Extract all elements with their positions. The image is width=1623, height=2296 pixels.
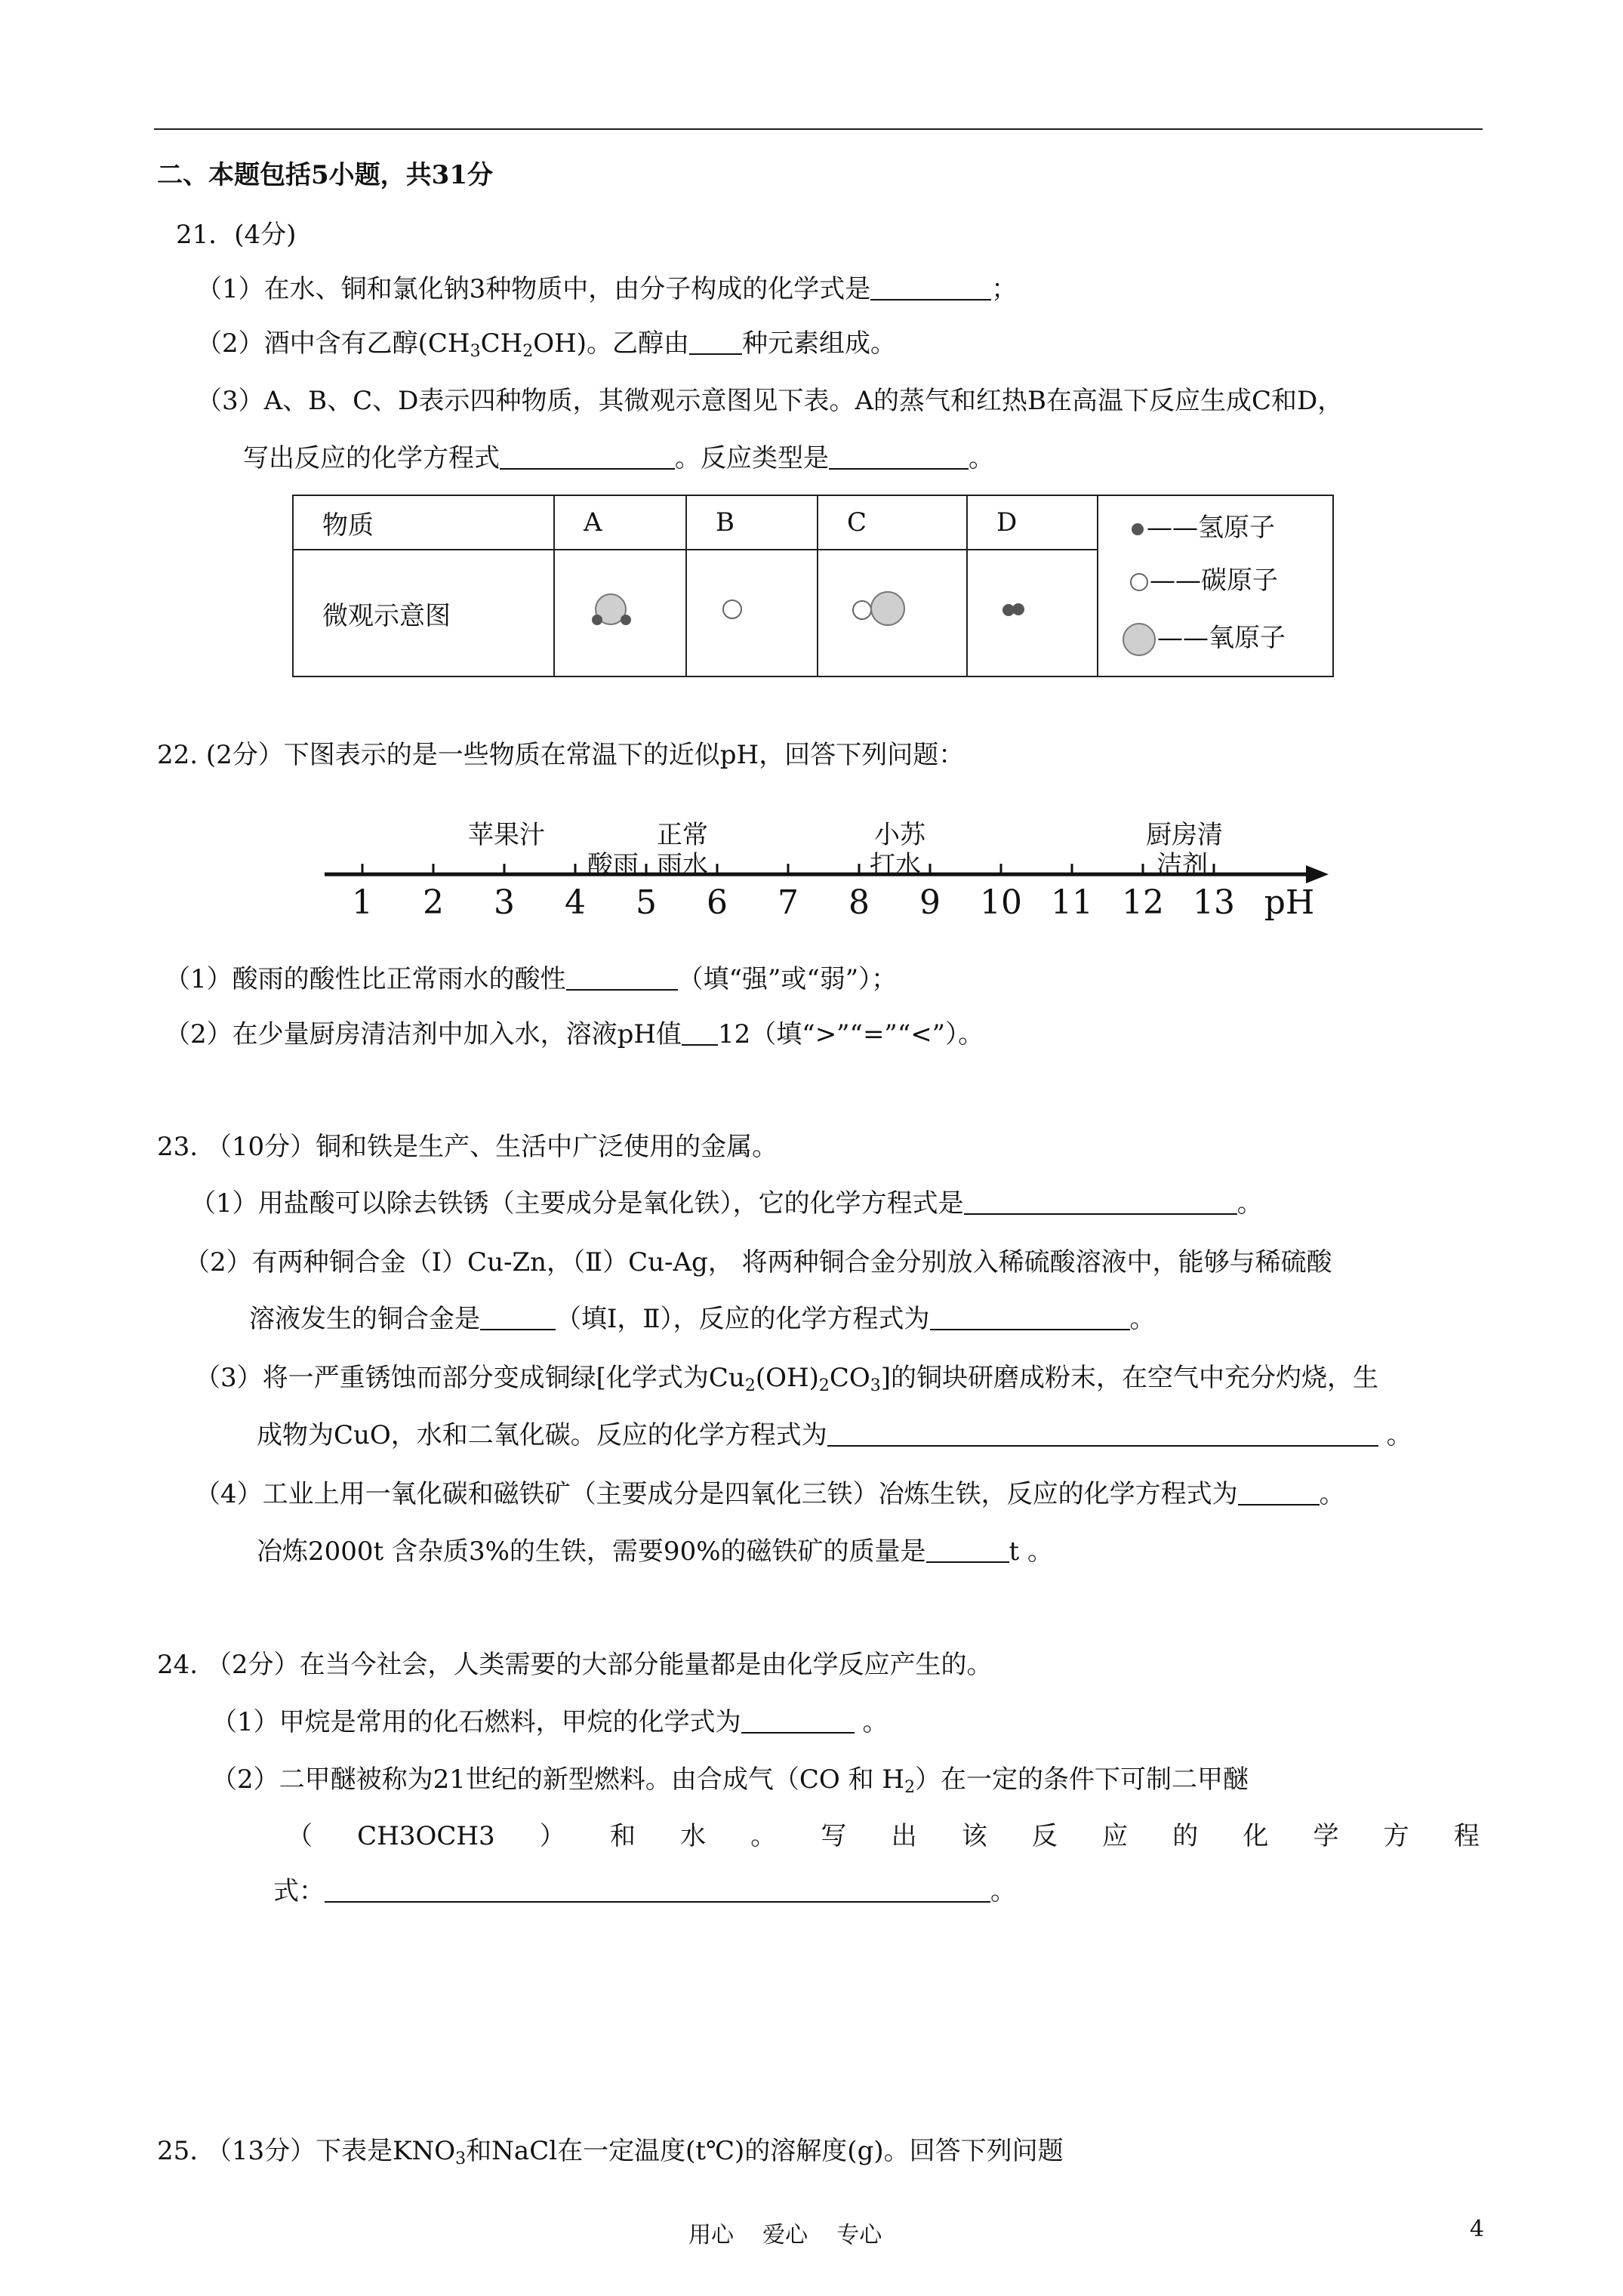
answer-blank[interactable] xyxy=(500,445,675,470)
molecule-b-cell xyxy=(686,550,818,676)
tick-12: 12 xyxy=(1122,883,1164,922)
molecule-c-cell xyxy=(818,550,967,676)
tick-1: 1 xyxy=(352,883,373,922)
q23-part4-line2: 冶炼2000t 含杂质3%的生铁，需要90%的磁铁矿的质量是 t 。 xyxy=(257,1536,1053,1567)
table-col-header: A xyxy=(554,495,686,550)
answer-blank[interactable] xyxy=(689,331,742,355)
answer-blank[interactable] xyxy=(480,1306,556,1330)
tick-7: 7 xyxy=(778,883,799,922)
q25-title: 25. （13分）下表是$KNO_3$和NaCl在一定温度(t℃)的溶解度(g)。回答下列问题 xyxy=(157,2136,1064,2168)
table-col-header: C xyxy=(818,495,967,550)
answer-blank[interactable] xyxy=(325,1878,990,1903)
answer-blank[interactable] xyxy=(829,445,969,470)
q24-title: 24. （2分）在当今社会，人类需要的大部分能量都是由化学反应产生的。 xyxy=(157,1650,993,1680)
table-col-header: D xyxy=(967,495,1098,550)
footer-motto: 用心 爱心 专心 xyxy=(688,2222,882,2248)
label-normal-rain-1: 正常 xyxy=(657,820,708,850)
table-row-label: 微观示意图 xyxy=(293,550,554,676)
q23-part3-line2: 成物为CuO，水和二氧化碳。反应的化学方程式为 。 xyxy=(257,1420,1412,1450)
q23-title: 23. （10分）铜和铁是生产、生活中广泛使用的金属。 xyxy=(157,1132,778,1162)
q22-part2: （2）在少量厨房清洁剂中加入水，溶液pH值 12（填“>”“=”“<”）。 xyxy=(165,1019,984,1049)
hydrogen-atom-icon xyxy=(1129,520,1147,538)
carbon-atom-icon xyxy=(716,591,753,629)
answer-blank[interactable] xyxy=(566,966,678,991)
q24-part2-line1: （2）二甲醚被称为21世纪的新型燃料。由合成气（CO 和 $H_2$）在一定的条件下可制二甲醚 xyxy=(211,1764,1249,1797)
label-normal-rain-2: 雨水 xyxy=(657,850,708,880)
q23-part3-line1: （3）将一严重锈蚀而部分变成铜绿[化学式为$Cu_2(OH)_2CO_3$]的铜块研磨成粉末，在空气中充分灼烧，生 xyxy=(195,1363,1379,1395)
answer-blank[interactable] xyxy=(741,1709,855,1734)
tick-2: 2 xyxy=(423,883,444,922)
q22-part1: （1）酸雨的酸性比正常雨水的酸性 （填“强”或“弱”）； xyxy=(165,964,898,994)
tick-6: 6 xyxy=(707,883,728,922)
table-col-header: B xyxy=(686,495,818,550)
answer-blank[interactable] xyxy=(964,1191,1237,1215)
section-header: 二、本题包括5小题，共31分 xyxy=(157,160,493,190)
tick-3: 3 xyxy=(494,883,515,922)
hydrogen-molecule-icon xyxy=(996,595,1034,625)
tick-9: 9 xyxy=(919,883,941,922)
label-apple-juice: 苹果汁 xyxy=(468,820,545,850)
ph-unit-label: pH xyxy=(1264,883,1315,922)
answer-blank[interactable] xyxy=(926,1539,1009,1563)
answer-blank[interactable] xyxy=(870,276,991,300)
legend-carbon: ——碳原子 xyxy=(1129,559,1278,596)
q24-part2-line2: （ CH3OCH3 ） 和 水 。 写 出 该 反 应 的 化 学 方 程 xyxy=(287,1821,1480,1851)
water-molecule-icon xyxy=(584,584,644,636)
label-cleaner-1: 厨房清 xyxy=(1146,820,1223,850)
q21-part3-line2: 写出反应的化学方程式 。反应类型是 。 xyxy=(243,443,994,473)
q22-title: 22. (2分）下图表示的是一些物质在常温下的近似pH，回答下列问题： xyxy=(157,740,965,770)
q21-title: 21．(4分) xyxy=(176,220,297,250)
atom-legend xyxy=(1098,495,1333,676)
answer-blank[interactable] xyxy=(827,1422,1378,1447)
tick-13: 13 xyxy=(1193,883,1235,922)
legend-oxygen: ——氧原子 xyxy=(1121,617,1286,658)
q21-part3-line1: （3）A、B、C、D表示四种物质，其微观示意图见下表。A的蒸气和红热B在高温下反应生成C和D， xyxy=(196,386,1344,416)
page-number: 4 xyxy=(1470,2216,1485,2242)
q21-part2: （2）酒中含有乙醇$(CH_3CH_2OH)$。乙醇由 种元素组成。 xyxy=(196,328,897,361)
tick-8: 8 xyxy=(848,883,870,922)
legend-hydrogen: ——氢原子 xyxy=(1129,507,1275,544)
carbon-atom-icon xyxy=(1129,572,1150,593)
answer-blank[interactable] xyxy=(1238,1481,1320,1505)
label-cleaner-2: 洁剂 xyxy=(1156,850,1208,880)
ph-axis-arrow xyxy=(1306,865,1329,883)
tick-10: 10 xyxy=(980,883,1022,922)
q23-part1: （1）用盐酸可以除去铁锈（主要成分是氧化铁），它的化学方程式是 。 xyxy=(190,1188,1263,1219)
table-row-label: 物质 xyxy=(293,495,554,550)
micro-diagram-table xyxy=(292,495,1334,677)
label-soda-2: 打水 xyxy=(870,850,921,880)
q23-part2-line1: （2）有两种铜合金（Ⅰ）Cu-Zn，（Ⅱ）Cu-Ag， 将两种铜合金分别放入稀硫酸溶液中，能够与稀硫酸 xyxy=(184,1247,1332,1277)
carbon-monoxide-molecule-icon xyxy=(847,587,922,633)
molecule-d-cell xyxy=(967,550,1098,676)
tick-11: 11 xyxy=(1051,883,1093,922)
oxygen-atom-icon xyxy=(1121,621,1157,658)
q23-part2-line2: 溶液发生的铜合金是 （填Ⅰ，Ⅱ），反应的化学方程式为 。 xyxy=(249,1304,1156,1334)
label-soda-1: 小苏 xyxy=(874,820,925,850)
q24-part1: （1）甲烷是常用的化石燃料，甲烷的化学式为 。 xyxy=(211,1707,888,1737)
molecule-a-cell xyxy=(554,550,686,676)
answer-blank[interactable] xyxy=(682,1022,718,1046)
header-rule xyxy=(154,128,1483,130)
tick-5: 5 xyxy=(636,883,657,922)
ph-scale xyxy=(317,800,1344,929)
tick-4: 4 xyxy=(565,883,586,922)
answer-blank[interactable] xyxy=(930,1306,1130,1330)
q23-part4-line1: （4）工业上用一氧化碳和磁铁矿（主要成分是四氧化三铁）冶炼生铁，反应的化学方程式为 。 xyxy=(195,1479,1345,1509)
q21-part1: （1）在水、铜和氯化钠3种物质中，由分子构成的化学式是 ； xyxy=(196,274,1018,304)
q24-part2-line3: 式： 。 xyxy=(273,1876,1016,1906)
label-acid-rain: 酸雨 xyxy=(587,850,639,880)
